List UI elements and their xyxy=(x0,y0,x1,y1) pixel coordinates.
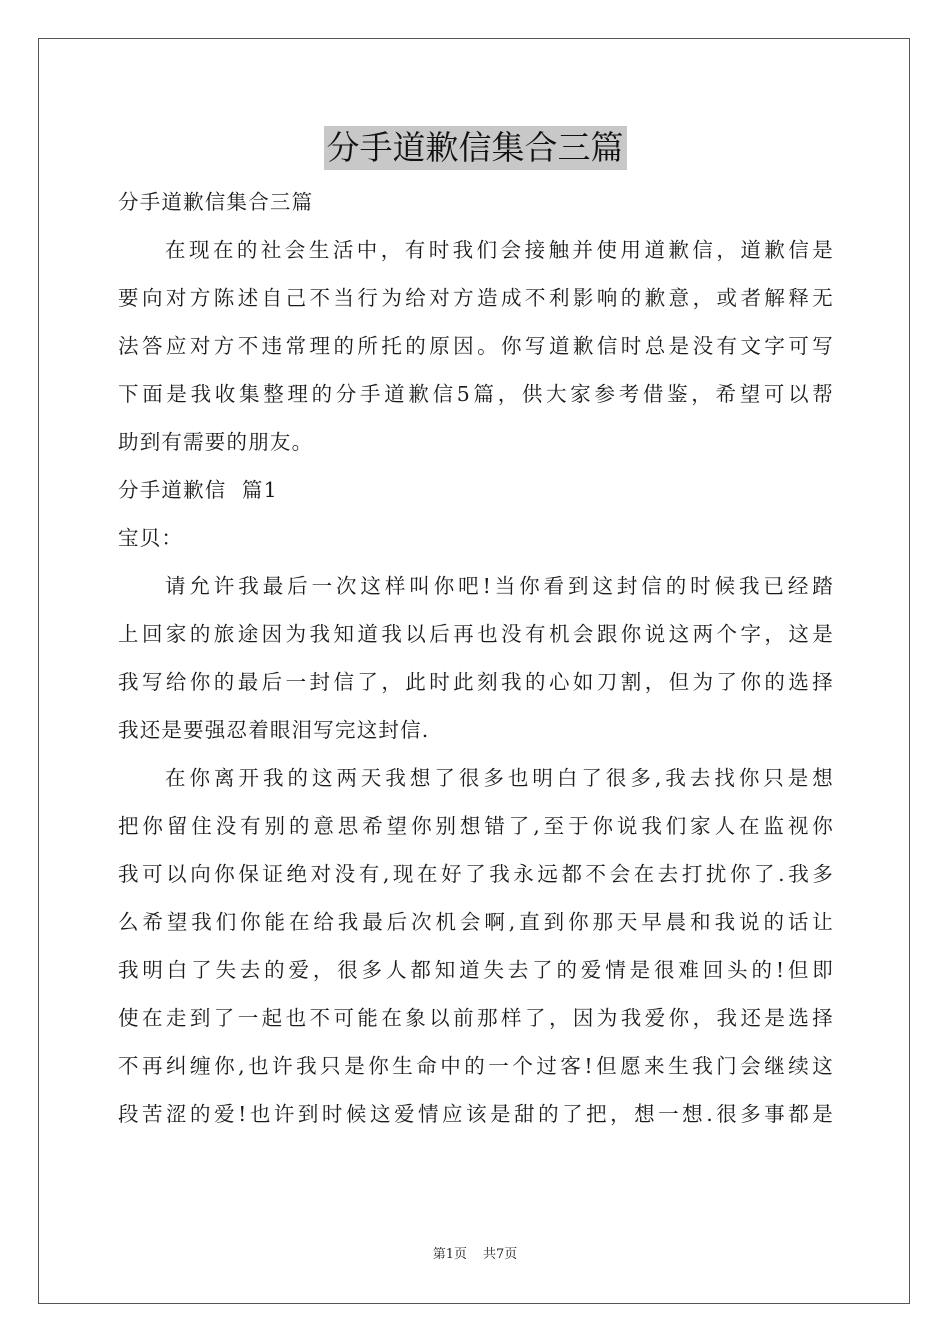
document-body xyxy=(118,178,834,1138)
paragraph-line: 在你离开我的这两天我想了很多也明白了很多,我去找你只是想 xyxy=(165,766,834,790)
paragraph-line: 么希望我们你能在给我最后次机会啊,直到你那天早晨和我说的话让 xyxy=(118,910,834,934)
document-title: 分手道歉信集合三篇 xyxy=(324,126,627,170)
page-footer xyxy=(0,1246,950,1264)
paragraph-line: 要向对方陈述自己不当行为给对方造成不利影响的歉意，或者解释无 xyxy=(118,286,834,310)
title-container xyxy=(0,126,950,170)
paragraph-line: 我明白了失去的爱，很多人都知道失去了的爱情是很难回头的!但即 xyxy=(118,958,834,982)
paragraph-line: 法答应对方不违常理的所托的原因。你写道歉信时总是没有文字可写 xyxy=(118,334,834,358)
section-heading: 分手道歉信 篇1 xyxy=(118,478,278,502)
paragraph-line: 上回家的旅途因为我知道我以后再也没有机会跟你说这两个字，这是 xyxy=(118,622,834,646)
paragraph-line: 使在走到了一起也不可能在象以前那样了，因为我爱你，我还是选择 xyxy=(118,1006,834,1030)
paragraph-line: 我还是要强忍着眼泪写完这封信. xyxy=(118,718,430,742)
paragraph-line: 段苦涩的爱!也许到时候这爱情应该是甜的了把，想一想.很多事都是 xyxy=(118,1102,834,1126)
paragraph-line: 把你留住没有别的意思希望你别想错了,至于你说我们家人在监视你 xyxy=(118,814,834,838)
page-number: 第1页 xyxy=(432,1247,467,1262)
paragraph-line: 助到有需要的朋友。 xyxy=(118,430,314,454)
total-pages: 共7页 xyxy=(483,1247,518,1262)
paragraph-line: 在现在的社会生活中，有时我们会接触并使用道歉信，道歉信是 xyxy=(165,238,834,262)
subtitle-line: 分手道歉信集合三篇 xyxy=(118,190,314,214)
paragraph-line: 不再纠缠你,也许我只是你生命中的一个过客!但愿来生我门会继续这 xyxy=(118,1054,834,1078)
paragraph-line: 请允许我最后一次这样叫你吧!当你看到这封信的时候我已经踏 xyxy=(165,574,834,598)
paragraph-line: 我写给你的最后一封信了，此时此刻我的心如刀割，但为了你的选择 xyxy=(118,670,834,694)
paragraph-line: 我可以向你保证绝对没有,现在好了我永远都不会在去打扰你了.我多 xyxy=(118,862,834,886)
salutation: 宝贝： xyxy=(118,526,184,550)
paragraph-line: 下面是我收集整理的分手道歉信5篇，供大家参考借鉴，希望可以帮 xyxy=(118,382,834,406)
